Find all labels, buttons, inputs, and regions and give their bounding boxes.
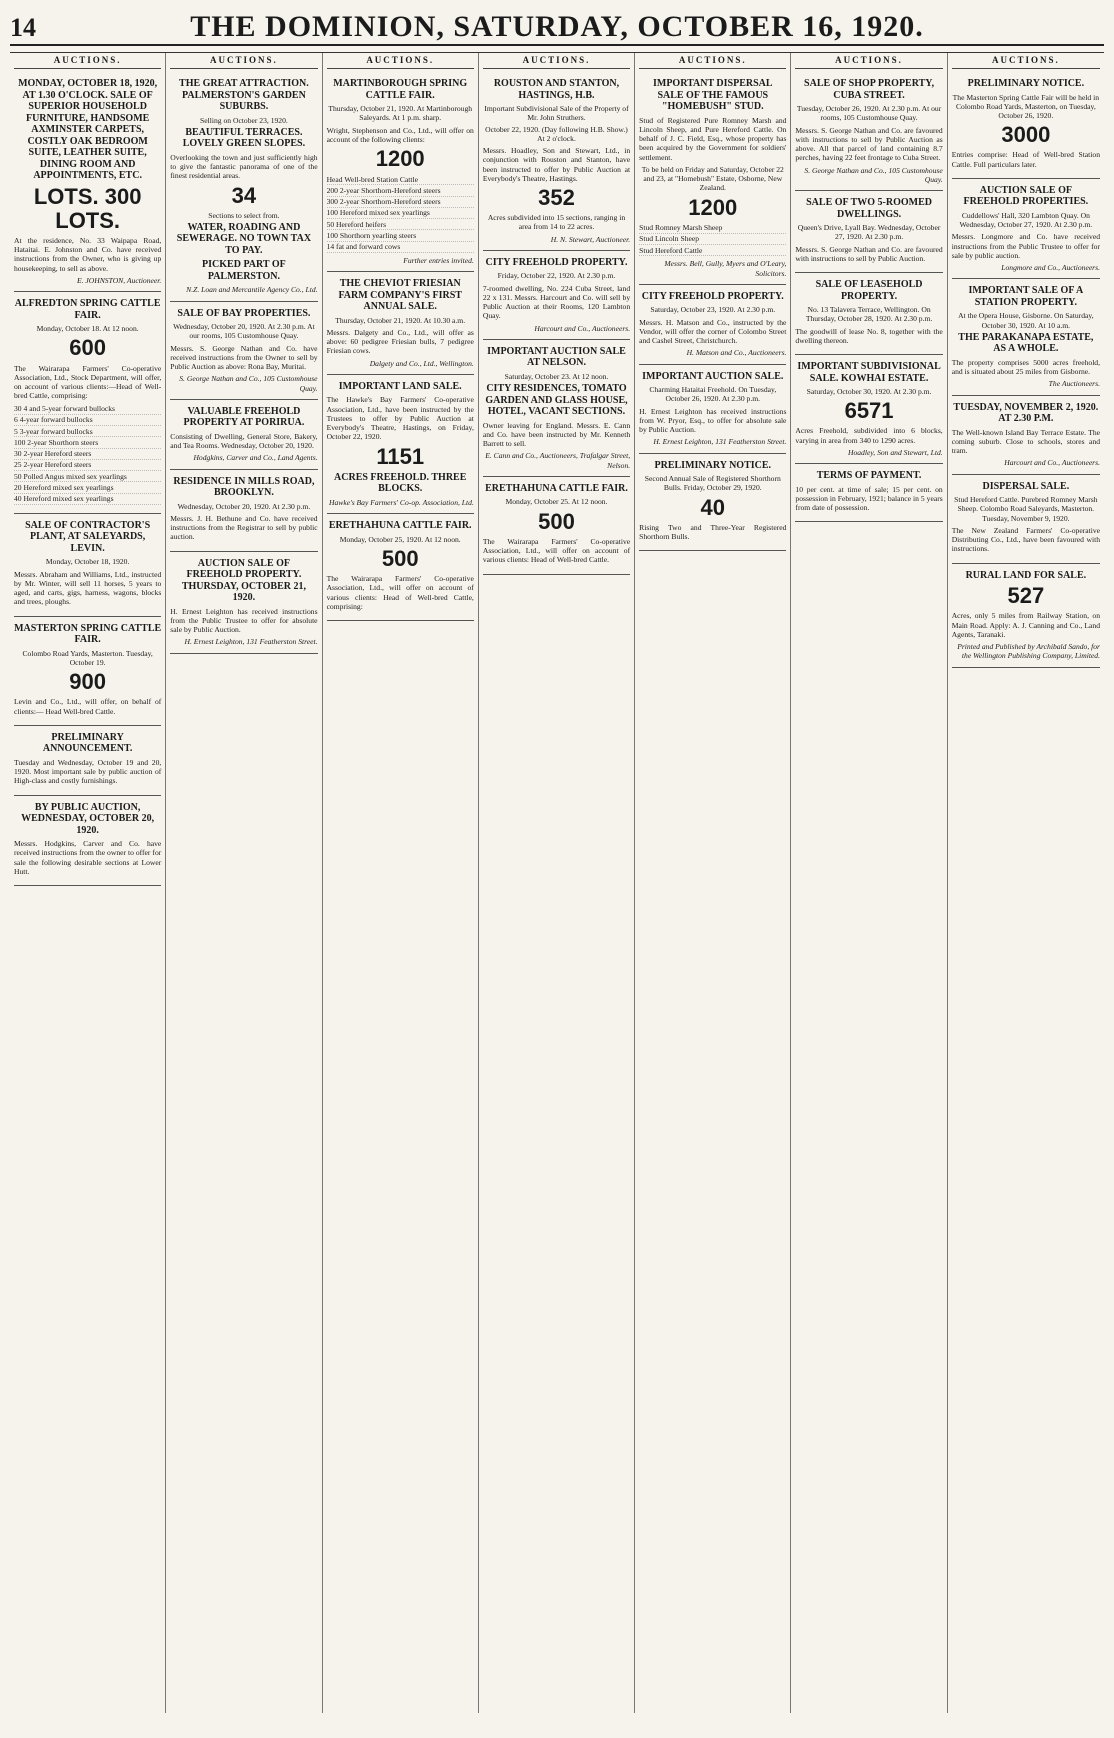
list-item: 20 Hereford mixed sex yearlings [14, 482, 161, 493]
ad-body: Messrs. Hoadley, Son and Stewart, Ltd., in conjunction with Rouston and Stanton, have been instructed to offer by Public Auction at Everybody's Theatre, Hastings. [482, 146, 631, 183]
ad-body: H. Ernest Leighton has received instructions from W. Pryor, Esq., to offer for absolute sale by Public Auction. [639, 406, 787, 435]
ad-heading: ROUSTON AND STANTON, HASTINGS, H.B. [493, 78, 620, 101]
ad-headcount: 1200 [375, 146, 425, 171]
ad-signature: H. Ernest Leighton, 131 Featherston Street. [184, 637, 318, 647]
ad-date: At the Opera House, Gisborne. On Saturday, October 30, 1920. At 10 a.m. [958, 311, 1094, 330]
ad-date: Second Annual Sale of Registered Shorthorn Bulls. Friday, October 29, 1920. [644, 474, 781, 493]
ad-heading: IMPORTANT AUCTION SALE. [642, 370, 784, 382]
newspaper-title: THE DOMINION, SATURDAY, OCTOBER 16, 1920. [190, 10, 924, 43]
list-item: Stud Romney Marsh Sheep [639, 223, 786, 234]
ad-acreage: 527 [1007, 583, 1045, 609]
ad-heading: TUESDAY, NOVEMBER 2, 1920. AT 2.30 P.M. [953, 401, 1099, 425]
ad-friesian-farm-sale [327, 272, 474, 375]
ad-heading: SALE OF CONTRACTOR'S PLANT, AT SALEYARDS, LEVIN. [25, 519, 151, 554]
ad-acreage: 6571 [844, 398, 894, 424]
ad-heading: IMPORTANT DISPERSAL SALE OF THE FAMOUS "HOMEBUSH" STUD. [652, 78, 773, 112]
ad-body: The Wairarapa Farmers' Co-operative Association, Ltd., will offer on account of various clients: Head of Well-bred Cattle, comprising: [326, 574, 474, 611]
ad-body: Messrs. H. Matson and Co., instructed by the Vendor, will offer the corner of Colombo Street and Cashel Street, Christchurch. [639, 317, 787, 346]
list-item: 50 Polled Angus mixed sex yearlings [14, 471, 161, 482]
masthead [10, 10, 1104, 46]
newspaper-page [10, 10, 1104, 1718]
ad-body: The New Zealand Farmers' Co-operative Distributing Co., Ltd., have been favoured with instructions. [951, 525, 1100, 554]
column-7 [948, 53, 1104, 1713]
ad-date: October 22, 1920. (Day following H.B. Show.) At 2 o'clock. [485, 124, 628, 143]
ad-signature: S. George Nathan and Co., 105 Customhouse Quay. [179, 374, 318, 393]
ad-signature: Harcourt and Co., Auctioneers. [1004, 458, 1100, 468]
list-item: 50 Hereford heifers [327, 219, 474, 230]
ad-body: Messrs. Longmore and Co. have received instructions from the Public Trustee to offer for sale by public auction. [951, 232, 1100, 260]
ad-heading: RURAL LAND FOR SALE. [965, 569, 1087, 581]
column-heading: AUCTIONS. [952, 53, 1100, 69]
ad-date: No. 13 Talavera Terrace, Wellington. On Thursday, October 28, 1920. At 2.30 p.m. [805, 305, 933, 324]
ad-heading: MASTERTON SPRING CATTLE FAIR. [14, 622, 162, 646]
column-6 [791, 53, 947, 1713]
ad-date: Saturday, October 30, 1920. At 2.30 p.m. [806, 387, 932, 396]
list-item: 100 Hereford mixed sex yearlings [327, 208, 474, 219]
ad-heading: IMPORTANT LAND SALE. [338, 380, 462, 392]
ad-date: Saturday, October 23, 1920. At 2.30 p.m. [650, 305, 776, 315]
ad-signature: The Auctioneers. [1048, 379, 1100, 389]
column-heading: AUCTIONS. [639, 53, 786, 69]
list-item: 200 2-year Shorthorn-Hereford steers [327, 185, 474, 196]
ad-heading: ALFREDTON SPRING CATTLE FAIR. [14, 298, 161, 321]
ad-lower-hutt-sections [14, 796, 161, 887]
list-item: 40 Hereford mixed sex yearlings [14, 494, 161, 505]
list-item: 100 2-year Shorthorn steers [14, 437, 161, 448]
ad-body: Messrs. J. H. Bethune and Co. have received instructions from the Registrar to sell by public auction. [170, 513, 318, 542]
column-4 [479, 53, 635, 1713]
ad-signature: E. JOHNSTON, Auctioneer. [76, 275, 162, 285]
ad-heading: PRELIMINARY NOTICE. [967, 78, 1085, 89]
ad-heading: IMPORTANT AUCTION SALE AT NELSON. [487, 345, 626, 369]
ad-body: Messrs. Dalgety and Co., Ltd., will offer as above: 60 pedigree Friesian bulls, 7 pedigree Friesian cows. [326, 327, 474, 356]
ad-body: Consisting of Dwelling, General Store, Bakery, and Tea Rooms. Wednesday, October 20, 1920. [170, 431, 318, 451]
ad-heading: IMPORTANT SUBDIVISIONAL SALE. KOWHAI ESTATE. [797, 361, 941, 384]
ad-body: H. Ernest Leighton has received instructions from the Public Trustee to offer for absolute sale by Public Auction. [170, 606, 318, 635]
ad-signature: H. N. Stewart, Auctioneer. [550, 234, 631, 244]
ad-date: Monday, October 18, 1920. [45, 557, 130, 567]
ad-heading: IMPORTANT SALE OF A STATION PROPERTY. [968, 285, 1084, 308]
ad-rural-land [952, 564, 1100, 668]
ad-subheading: WATER, ROADING AND SEWERAGE. NO TOWN TAX TO PAY. [176, 221, 312, 256]
ad-erethahuna-cattle-fair [327, 514, 474, 621]
ad-shorthorn-bulls [639, 454, 786, 552]
ad-date: Cuddellows' Hall, 320 Lambton Quay. On Wednesday, October 27, 1920. At 2.30 p.m. [959, 210, 1093, 230]
ad-heading: CITY FREEHOLD PROPERTY. [485, 256, 628, 268]
list-item: 300 2-year Shorthorn-Hereford steers [327, 197, 474, 208]
ad-signature: Hodgkins, Carver and Co., Land Agents. [193, 453, 318, 463]
ad-heading: SALE OF SHOP PROPERTY, CUBA STREET. [804, 78, 935, 101]
ad-preliminary-announcement [14, 726, 161, 796]
column-3 [323, 53, 479, 1713]
ad-body: Levin and Co., Ltd., will offer, on behalf of clients:— Head Well-bred Cattle. [14, 697, 162, 716]
list-item: Stud Hereford Cattle [639, 245, 786, 256]
ad-body: Acres, only 5 miles from Railway Station, on Main Road. Apply: A. J. Canning and Co., Land Agents, Taranaki. [951, 611, 1100, 639]
ad-date: Thursday, October 21, 1920. At 10.30 a.m. [335, 315, 466, 325]
ad-leasehold-property [795, 273, 942, 355]
ad-important-land-sale [327, 375, 474, 514]
ad-body: Wright, Stephenson and Co., Ltd., will offer on account of the following clients: [326, 125, 474, 144]
ad-acreage: 1151 [376, 443, 425, 469]
ad-heading: SALE OF LEASEHOLD PROPERTY. [815, 279, 923, 302]
list-item: 30 4 and 5-year forward bullocks [14, 404, 161, 415]
ad-heading: RESIDENCE IN MILLS ROAD, BROOKLYN. [173, 475, 315, 499]
ad-headcount: 40 [700, 494, 726, 520]
ad-date: Charming Hataitai Freehold. On Tuesday, October 26, 1920. At 2.30 p.m. [649, 385, 777, 404]
ad-lyall-bay-dwellings [795, 191, 942, 273]
ad-date: Thursday, October 21, 1920. At Martinborough Saleyards. At 1 p.m. sharp. [328, 104, 473, 123]
ad-alfredton-cattle-fair [14, 292, 161, 514]
list-item: 6 4-year forward bullocks [14, 415, 161, 426]
ad-bay-properties [170, 302, 317, 400]
ad-heading: PRELIMINARY NOTICE. [654, 459, 772, 471]
imprint: Printed and Published by Archibald Sando, for the Wellington Publishing Company, Limited. [957, 642, 1100, 661]
ad-freehold-property [170, 552, 317, 654]
column-heading: AUCTIONS. [327, 53, 474, 69]
ad-date: Monday, October 18. At 12 noon. [36, 324, 139, 334]
ad-contractors-plant [14, 514, 161, 617]
column-1 [10, 53, 166, 1713]
ad-body: Stud of Registered Pure Romney Marsh and Lincoln Sheep, and Pure Hereford Cattle. On behalf of J. C. Field, Esq., whose property has been acquired by the Government for soldiers' settlement. [639, 115, 787, 162]
ad-body: The property comprises 5000 acres freehold, and is situated about 25 miles from Gisborne. [951, 357, 1100, 377]
ad-heading: THE CHEVIOT FRIESIAN FARM COMPANY'S FIRST ANNUAL SALE. [338, 278, 462, 313]
ad-subheading: Important Subdivisional Sale of the Property of Mr. John Struthers. [484, 104, 629, 123]
ad-body: The Wairarapa Farmers' Co-operative Association, Ltd., will offer on account of various clients: Head of Well-bred Cattle. [482, 536, 631, 565]
ad-freehold-properties [952, 179, 1100, 280]
ad-signature: H. Matson and Co., Auctioneers. [686, 348, 787, 358]
ad-body: The Wairarapa Farmers' Co-operative Association, Ltd., Stock Department, will offer, on account of various clients:—Head of Well-bred Cattle, comprising: [14, 363, 162, 401]
ad-headcount: 3000 [1001, 122, 1051, 148]
ad-headcount: 1200 [688, 194, 738, 220]
ad-sections-label: Sections to select from. [208, 210, 280, 220]
ad-signature: Longmore and Co., Auctioneers. [1001, 263, 1100, 273]
ad-signature: Hoadley, Son and Stewart, Ltd. [847, 447, 943, 457]
ad-signature: Further entries invited. [403, 255, 474, 265]
list-item: 30 2-year Hereford steers [14, 449, 161, 460]
ad-christchurch-property [639, 285, 786, 365]
ad-subheading: CITY RESIDENCES, TOMATO GARDEN AND GLASS HOUSE, HOTEL, VACANT SECTIONS. [485, 383, 628, 418]
ad-headcount: 500 [381, 545, 419, 571]
ad-date: Wednesday, October 20, 1920. At 2.30 p.m. [177, 501, 311, 511]
ad-date: Colombo Road Yards, Masterton. Tuesday, October 19. [22, 648, 153, 667]
ad-headcount: 900 [69, 669, 106, 695]
stock-list [639, 223, 786, 257]
ad-masterton-cattle-fair [14, 617, 161, 726]
ad-body: Tuesday and Wednesday, October 19 and 20, 1920. Most important sale by public auction of High-class and costly furnishings. [14, 757, 162, 786]
ad-furniture-sale [14, 72, 161, 292]
ad-acreage: 352 [538, 185, 575, 210]
ad-body: 10 per cent. at time of sale; 15 per cent. on possession in February, 1921; balance in 5 years from date of possession. [795, 484, 943, 513]
ad-body: The Hawke's Bay Farmers' Co-operative Association, Ltd., have been instructed by the Trustees to offer by Public Auction at Everybody's Theatre, Hastings, on Friday, October 22, 1920. [326, 395, 474, 442]
ad-hataitai-freehold [639, 365, 786, 454]
ad-body: Acres Freehold, subdivided into 6 blocks, varying in area from 340 to 1290 acres. [795, 426, 943, 445]
ad-porirua-property [170, 400, 317, 470]
ad-lots: LOTS. 300 LOTS. [33, 183, 142, 233]
ad-date: Queen's Drive, Lyall Bay. Wednesday, October 27, 1920. At 2.30 p.m. [797, 223, 941, 242]
ad-heading: VALUABLE FREEHOLD PROPERTY AT PORIRUA. [183, 405, 305, 429]
ad-brooklyn-residence [170, 470, 317, 552]
ad-heading: TERMS OF PAYMENT. [816, 470, 922, 482]
ad-signature: E. Cann and Co., Auctioneers, Trafalgar Street, Nelson. [485, 451, 631, 470]
column-heading: AUCTIONS. [795, 53, 942, 69]
auction-columns [10, 52, 1104, 1713]
list-item: 100 Shorthorn yearling steers [327, 230, 474, 241]
column-heading: AUCTIONS. [170, 53, 317, 69]
ad-masterton-preliminary [952, 72, 1100, 179]
ad-date: Monday, October 25. At 12 noon. [505, 497, 608, 507]
ad-heading: THE GREAT ATTRACTION. PALMERSTON'S GARDEN SUBURBS. [179, 78, 309, 112]
column-2 [166, 53, 322, 1713]
ad-body: Messrs. S. George Nathan and Co. have received instructions from the Owner to sell by Public Auction as above: Rona Bay, Muritai. [170, 343, 318, 372]
list-item: 14 fat and forward cows [327, 242, 474, 253]
page-number: 14 [10, 13, 36, 42]
ad-heading: PRELIMINARY ANNOUNCEMENT. [42, 731, 133, 755]
ad-signature: Dalgety and Co., Ltd., Wellington. [369, 358, 474, 368]
ad-heading: ERETHAHUNA CATTLE FAIR. [485, 482, 628, 494]
ad-heading: SALE OF BAY PROPERTIES. [177, 307, 311, 319]
ad-date: Monday, October 25, 1920. At 12 noon. [339, 534, 461, 544]
list-item: 25 2-year Hereford steers [14, 460, 161, 471]
ad-kowhai-estate [795, 355, 942, 464]
ad-body: Entries comprise: Head of Well-bred Station Cattle. Full particulars later. [951, 150, 1100, 169]
ad-body: Rising Two and Three-Year Registered Shorthorn Bulls. [639, 522, 787, 542]
ad-body: Messrs. Hodgkins, Carver and Co. have received instructions from the owner to offer for sale the following desirable sections at Lower Hutt. [14, 839, 162, 876]
ad-subheading: PICKED PART OF PALMERSTON. [202, 259, 286, 282]
ad-heading: MARTINBOROUGH SPRING CATTLE FAIR. [333, 78, 468, 101]
column-heading: AUCTIONS. [14, 53, 161, 69]
ad-heading: ERETHAHUNA CATTLE FAIR. [328, 520, 472, 532]
ad-date: The Masterton Spring Cattle Fair will be held in Colombo Road Yards, Masterton, on Tuesday, October 26, 1920. [952, 92, 1100, 120]
ad-body: Messrs. S. George Nathan and Co. are favoured with instructions to sell by Public Auction as above. All that parcel of land containing 8.7 perches, having 22 feet frontage to Cuba Street. [795, 125, 943, 163]
ad-signature: Harcourt and Co., Auctioneers. [534, 323, 631, 333]
ad-heading: AUCTION SALE OF FREEHOLD PROPERTY. THURSDAY, OCTOBER 21, 1920. [181, 557, 306, 604]
ad-date: Tuesday, October 26, 1920. At 2.30 p.m. At our rooms, 105 Customhouse Quay. [796, 104, 942, 123]
ad-heading: SALE OF TWO 5-ROOMED DWELLINGS. [806, 197, 932, 220]
ad-palmerston-suburbs [170, 72, 317, 302]
stock-list [327, 174, 474, 253]
ad-signature: Hawke's Bay Farmers' Co-op. Association, Ltd. [328, 497, 474, 507]
ad-body: 7-roomed dwelling, No. 224 Cuba Street, land 22 x 131. Messrs. Harcourt and Co. will sell by Public Auction at their Rooms, 120 Lambton Quay. [482, 283, 631, 321]
ad-body: Messrs. Abraham and Williams, Ltd., instructed by Mr. Winter, will sell 11 horses, 5 years to aged, and carts, gigs, harness, wagons, blocks and trees, ploughs. [14, 569, 162, 607]
ad-date: Stud Hereford Cattle. Purebred Romney Marsh Sheep. Colombo Road Saleyards, Masterton. Tuesday, November 9, 1920. [954, 495, 1098, 523]
ad-subheading: THE PARAKANAPA ESTATE, AS A WHOLE. [958, 331, 1094, 355]
ad-body: Overlooking the town and just sufficiently high to give the fantastic panorama of one of the finest residential areas. [170, 152, 318, 181]
ad-headcount: 500 [538, 508, 575, 534]
ad-heading: DISPERSAL SALE. [982, 480, 1070, 492]
ad-subheading: ACRES FREEHOLD. THREE BLOCKS. [334, 471, 467, 495]
ad-signature: H. Ernest Leighton, 131 Featherston Street. [653, 437, 787, 447]
list-item: Head Well-bred Station Cattle [327, 174, 474, 185]
ad-heading: BY PUBLIC AUCTION, WEDNESDAY, OCTOBER 20, 1920. [21, 801, 155, 836]
ad-body: At the residence, No. 33 Waipapa Road, Hataitai. E. Johnston and Co. have received instructions from the Owner, who is giving up housekeeping, to sell as above. [14, 235, 162, 273]
column-5 [635, 53, 791, 1713]
ad-date: Saturday, October 23. At 12 noon. [504, 371, 609, 381]
ad-heading: MONDAY, OCTOBER 18, 1920, AT 1.30 O'CLOCK. SALE OF SUPERIOR HOUSEHOLD FURNITURE, HANDSOME AXMINSTER CARPETS, COSTLY OAK BEDROOM SUITE, LEATHER SUITE, DINING ROOM AND APPOINTMENTS, ETC. [18, 78, 158, 181]
list-item: 5 3-year forward bullocks [14, 426, 161, 437]
ad-date: Wednesday, October 20, 1920. At 2.30 p.m. At our rooms, 105 Customhouse Quay. [173, 322, 315, 341]
ad-martinborough-cattle-fair [327, 72, 474, 272]
ad-date: To be held on Friday and Saturday, October 22 and 23, at "Homebush" Estate, Osborne, New Zealand. [641, 164, 784, 193]
ad-heading: CITY FREEHOLD PROPERTY. [641, 290, 784, 302]
ad-heading: AUCTION SALE OF FREEHOLD PROPERTIES. [963, 184, 1089, 208]
ad-cuba-street-shop [795, 72, 942, 191]
ad-homebush-stud [639, 72, 786, 285]
ad-island-bay-estate [952, 396, 1100, 475]
list-item: Stud Lincoln Sheep [639, 234, 786, 245]
ad-headcount: 600 [69, 335, 106, 361]
ad-station-property [952, 279, 1100, 395]
ad-hastings-subdivision [483, 72, 630, 251]
ad-date: Selling on October 23, 1920. [200, 115, 288, 125]
ad-date: Friday, October 22, 1920. At 2.30 p.m. [497, 271, 616, 281]
stock-list [14, 404, 161, 505]
ad-erethahuna-cattle-fair-2 [483, 477, 630, 575]
ad-body: The Well-known Island Bay Terrace Estate. The coming suburb. Close to schools, stores and tram. [951, 427, 1100, 456]
ad-terms-of-payment [795, 464, 942, 522]
ad-sections-count: 34 [231, 182, 257, 208]
ad-dispersal-sale [952, 475, 1100, 564]
ad-signature: Messrs. Bell, Gully, Myers and O'Leary, Solicitors. [664, 259, 787, 278]
ad-sections: Acres subdivided into 15 sections, ranging in area from 14 to 22 acres. [487, 213, 626, 232]
ad-body: Messrs. S. George Nathan and Co. are favoured with instructions to sell by Public Auction. [795, 244, 943, 263]
ad-nelson-sale [483, 340, 630, 477]
column-heading: AUCTIONS. [483, 53, 630, 69]
ad-signature: S. George Nathan and Co., 105 Customhouse Quay. [804, 165, 943, 184]
ad-body: Owner leaving for England. Messrs. E. Cann and Co. have been instructed by Mr. Kenneth Barrett to sell. [482, 420, 631, 449]
ad-body: The goodwill of lease No. 8, together with the dwelling thereon. [795, 326, 943, 345]
ad-signature: N.Z. Loan and Mercantile Agency Co., Ltd. [186, 285, 318, 295]
ad-subheading: BEAUTIFUL TERRACES. LOVELY GREEN SLOPES. [182, 126, 306, 150]
ad-cuba-street-dwelling [483, 251, 630, 340]
